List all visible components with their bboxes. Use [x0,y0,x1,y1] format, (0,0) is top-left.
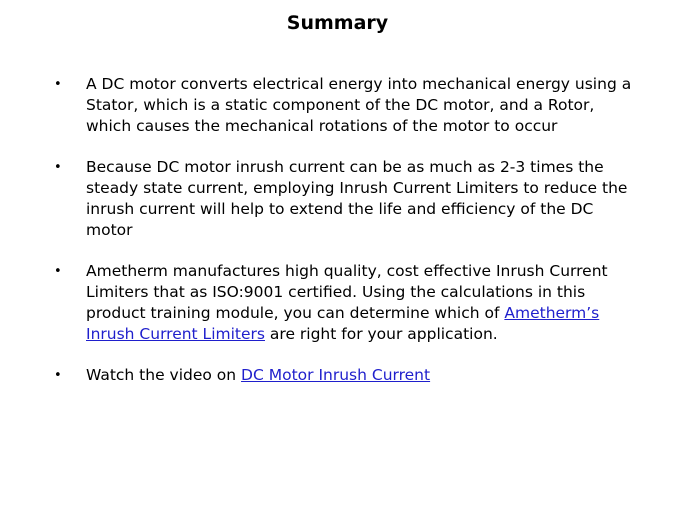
bullet-item-inrush-current [52,157,632,241]
dc-motor-video-link[interactable]: DC Motor Inrush Current [241,366,431,384]
bullet-item-video [52,365,632,386]
bullet-text-before: Watch the video on [86,366,242,384]
bullet-item-ametherm [52,261,632,345]
bullet-text-before: Ametherm manufactures high quality, cost effective Inrush Current Limiters that as ISO:9001 certified. Using the calculations in this product training module, you can determine which of [86,262,608,322]
bullet-icon: • [54,264,62,279]
bullet-list [52,74,632,406]
bullet-text: Because DC motor inrush current can be as much as 2-3 times the steady state current, employing Inrush Current Limiters to reduce the inrush current will help to extend the life and efficiency of the DC motor [86,158,628,239]
ametherm-inrush-limiters-link[interactable]: Ametherm’s Inrush Current Limiters [86,304,600,343]
bullet-icon: • [54,77,62,92]
slide-title: Summary [286,12,389,34]
bullet-text: A DC motor converts electrical energy into mechanical energy using a Stator, which is a static component of the DC motor, and a Rotor, which causes the mechanical rotations of the motor to occur [86,75,632,135]
bullet-icon: • [54,368,62,383]
bullet-item-dc-motor [52,74,632,137]
bullet-text-after: are right for your application. [264,325,498,343]
bullet-icon: • [54,160,62,175]
